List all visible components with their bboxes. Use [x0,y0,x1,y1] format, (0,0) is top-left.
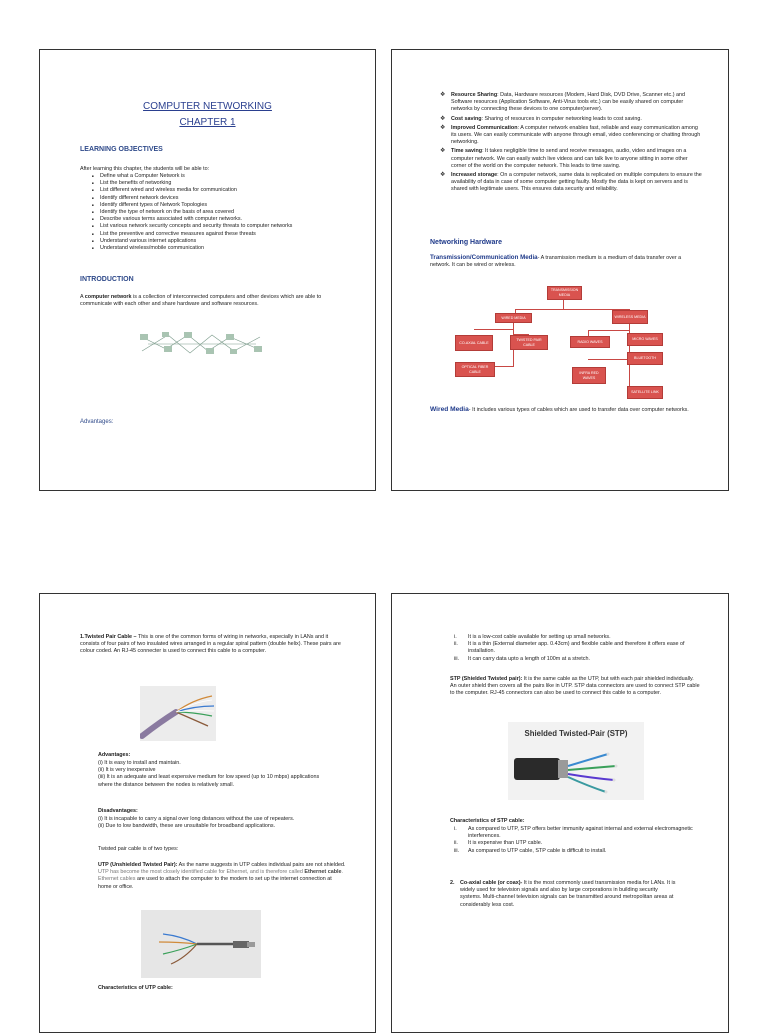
utp-paragraph: UTP (Unshielded Twisted Pair): As the name suggests in UTP cables individual pairs are not shielded. UTP has become the most closely identified cable for Ethernet, and is therefore called Ethernet cable. Ethernet cables are used to attach the computer to the modem to set up the internet connection at home or office. [98,862,346,890]
advantages-list [98,760,320,789]
advantages-heading: Advantages: [98,752,131,758]
twisted-pair-cable-image [140,686,216,741]
objectives-list [86,173,366,252]
node-wired-media: WIRED MEDIA [495,313,532,323]
list-item: (ii) It is very inexpensive [98,767,156,774]
document-page-2 [391,49,729,491]
list-item: (i) It is easy to install and maintain. [98,760,181,766]
node-micro-waves: MICRO WAVES [627,333,663,346]
stp-paragraph: STP (Shielded Twisted pair): It is the same cable as the UTP, but with each pair shielded individually. An outer shield then covers all the pairs like in UTP. STP data connectors are used to connect STP cable to the computer. RJ-45 connectors can also be used to connect this cable to a computer. [450,676,700,697]
list-item: ■ Identify different network devices [86,195,366,202]
disadvantages-heading: Disadvantages: [98,808,138,814]
list-item: ❖ Increased storage: On a computer network, same data is replicated on multiple computers to ensure the availability of data in case of some computer getting faulty. Mostly the data is kept on servers and is shared with legitimate users. This ensures data security and reliability. [440,172,702,194]
list-item: ■ Understand wireless/mobile communication [86,245,366,252]
list-item: ■ Define what a Computer Network is [86,173,366,180]
list-item: ■ Understand various internet applications [86,238,366,245]
list-item: (ii) Due to low bandwidth, these are unsuitable for broadband applications. [98,823,276,830]
list-item: ■ List various network security concepts and security threats to computer networks [86,223,366,230]
list-item: (i) It is incapable to carry a signal over long distances without the use of repeaters. [98,816,295,822]
list-item: iii. It can carry data upto a length of 100m at a stretch. [454,655,590,662]
networking-hardware-heading: Networking Hardware [430,239,502,246]
node-optical-fiber-cable: OPTICAL FIBER CABLE [455,362,495,377]
list-item: i. As compared to UTP, STP offers better immunity against internal and external electromagnetic interferences. [454,826,693,840]
list-item: iii. As compared to UTP cable, STP cable is difficult to install. [454,847,607,854]
list-item: ii. It is a thin (External diameter app. 0.43cm) and flexible cable and therefore it offers ease of installation. [454,641,685,655]
stp-characteristics-list [450,826,700,855]
list-item: ii. It is expensive than UTP cable. [454,840,543,847]
utp-cable-image [141,910,261,978]
utp-characteristics-list [450,634,700,663]
list-item: ❖ Cost saving: Sharing of resources in computer networking leads to cost saving. [440,116,702,123]
list-item: ■ List the benefits of networking [86,180,366,187]
stp-characteristics-heading: Characteristics of STP cable: [450,818,525,824]
node-radio-waves: RADIO WAVES [570,336,610,348]
list-item: ■ Identify the type of network on the basis of area covered [86,209,366,216]
list-item: i. It is a low-cost cable available for setting up small networks. [454,634,611,640]
twisted-pair-types: Twisted pair cable is of two types: [98,846,179,852]
list-item: ■ Identify different types of Network Topologies [86,202,366,209]
learning-objectives-heading: LEARNING OBJECTIVES [80,146,163,153]
network-illustration [138,329,264,359]
list-item: ■ List the preventive and corrective measures against these threats [86,231,366,238]
node-satellite-link: SATELLITE LINK [627,386,663,399]
node-coaxial-cable: CO-AXIAL CABLE [455,335,493,351]
objectives-intro: After learning this chapter, the students will be able to: [80,166,210,172]
document-page-1 [39,49,376,491]
utp-characteristics-heading: Characteristics of UTP cable: [98,985,173,991]
document-page-4 [391,593,729,1033]
list-item: ❖ Improved Communication: A computer network enables fast, reliable and easy communication among its users. We can easily communicate with anyone through email, video conferencing or chatting through networking. [440,125,702,147]
page-title: COMPUTER NETWORKING [143,101,272,112]
coaxial-paragraph: 2. Co-axial cable (or coax)- It is the most commonly used transmission media for LANs. It is widely used for television signals and also by large corporations in building security systems. Multi-channel television signals can be transmitted around metropolitan areas at considerably less cost. [450,880,676,908]
list-item: ■ Describe various terms associated with computer networks. [86,216,366,223]
wired-media-paragraph: Wired Media- It includes various types of cables which are used to transfer data over computer networks. [430,406,689,413]
twisted-pair-paragraph: 1.Twisted Pair Cable – This is one of the common forms of wiring in networks, especially in LANs and it consists of four pairs of two insulated wires arranged in a regular spiral pattern (double helix). These pairs are colour coded. An RJ-45 connecter is used to connect this cable to a computer. [80,634,341,655]
advantages-label: Advantages: [80,419,114,425]
list-item: ■ List different wired and wireless media for communication [86,187,366,194]
list-item: (iii) It is an adequate and least expensive medium for low speed (up to 10 mbps) applications where the distance between the nodes is relatively small. [98,774,320,788]
stp-image-title: Shielded Twisted-Pair (STP) [524,729,628,738]
transmission-media-paragraph: Transmission/Communication Media- A transmission medium is a medium of data transfer over a network. It can be wired or wireless. [430,254,682,269]
disadvantages-list [98,816,338,830]
stp-cable-image [508,722,644,800]
chapter-title: CHAPTER 1 [179,117,236,128]
node-transmission-media: TRANSMISSION MEDIA [547,286,582,300]
document-page-3 [39,593,376,1033]
list-item: ❖ Time saving: It takes negligible time to send and receive messages, audio, video and images on a computer network. We can easily watch live videos and can talk live to anyone sitting in some other corner of the world on the computer network. This leads to time saving. [440,148,702,170]
node-twisted-pair-cable: TWISTED PAIR CABLE [510,335,548,350]
node-bluetooth: BLUETOOTH [627,352,663,365]
introduction-paragraph: A computer network is a collection of interconnected computers and other devices which are able to communicate with each other and share hardware and software resources. [80,294,322,308]
list-item: ❖ Resource Sharing: Data, Hardware resources (Modem, Hard Disk, DVD Drive, Scanner etc.) and Software resources (Application Software, Anti-Virus tools etc.) can be easily shared on computer networks by connecting these devices to one computer(server). [440,92,702,114]
node-infrared-waves: INFRA RED WAVES [572,367,606,384]
benefits-list [440,92,702,196]
introduction-heading: INTRODUCTION [80,276,134,283]
node-wireless-media: WIRELESS MEDIA [612,310,648,324]
